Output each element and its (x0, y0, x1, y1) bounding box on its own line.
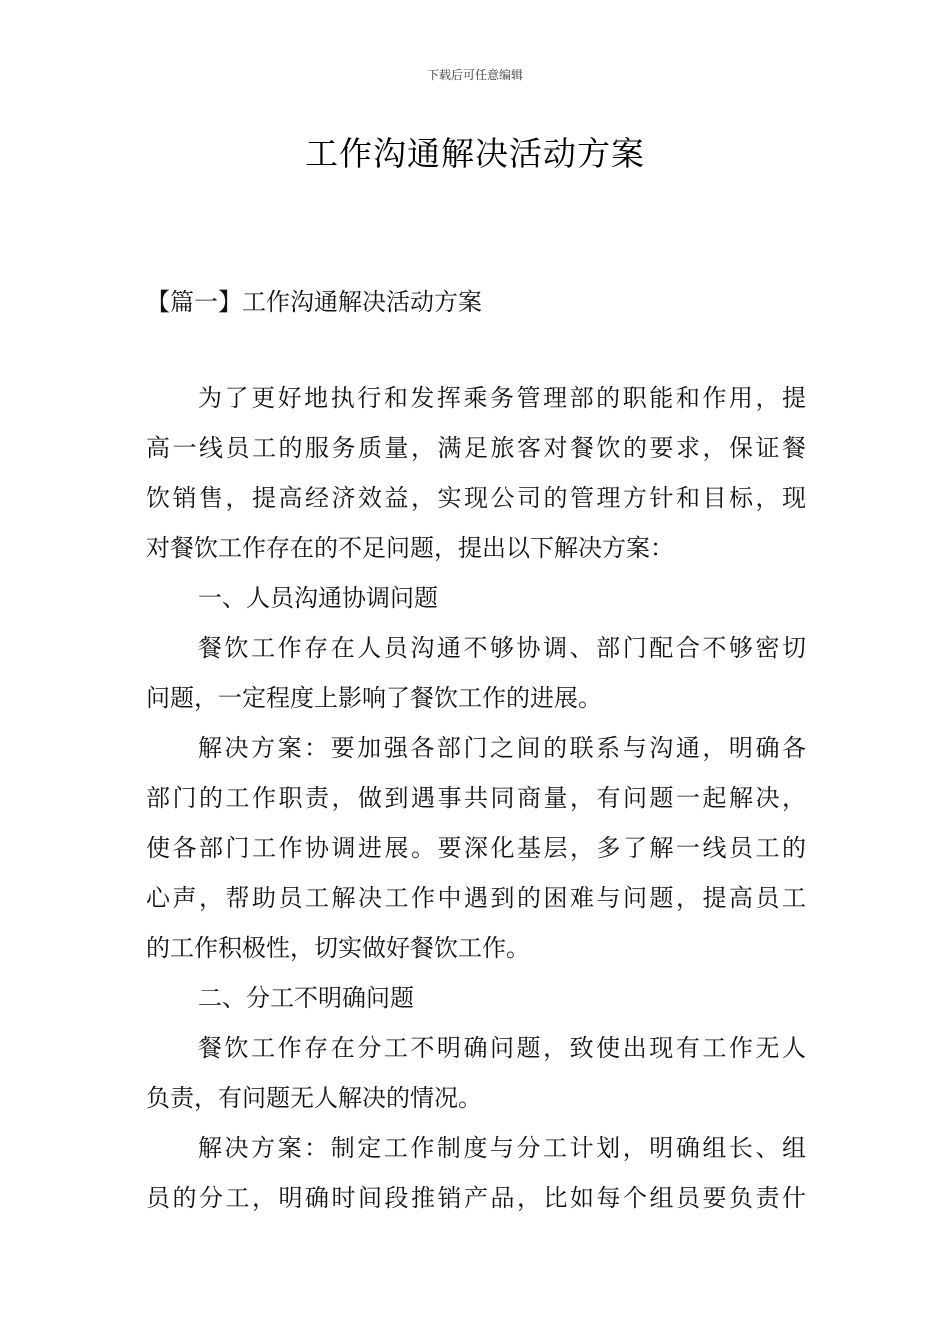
body-line: 员的分工，明确时间段推销产品，比如每个组员要负责什 (146, 1184, 806, 1212)
body-line: 使各部门工作协调进展。要深化基层，多了解一线员工的 (146, 834, 806, 862)
body-line: 餐饮工作存在人员沟通不够协调、部门配合不够密切 (198, 634, 806, 662)
document-title: 工作沟通解决活动方案 (305, 134, 645, 173)
subsection-heading: 一、人员沟通协调问题 (198, 584, 438, 612)
body-line: 心声，帮助员工解决工作中遇到的困难与问题，提高员工 (146, 884, 806, 912)
section-heading: 【篇一】工作沟通解决活动方案 (146, 288, 482, 316)
body-line: 对餐饮工作存在的不足问题，提出以下解决方案： (146, 534, 674, 562)
body-line: 解决方案：制定工作制度与分工计划，明确组长、组 (198, 1134, 806, 1162)
body-line: 解决方案：要加强各部门之间的联系与沟通，明确各 (198, 734, 806, 762)
body-line: 为了更好地执行和发挥乘务管理部的职能和作用，提 (198, 384, 806, 412)
body-line: 的工作积极性，切实做好餐饮工作。 (146, 934, 530, 962)
body-line: 问题，一定程度上影响了餐饮工作的进展。 (146, 684, 602, 712)
body-line: 部门的工作职责，做到遇事共同商量，有问题一起解决， (146, 784, 806, 812)
body-line: 高一线员工的服务质量，满足旅客对餐饮的要求，保证餐 (146, 434, 806, 462)
header-note: 下载后可任意编辑 (426, 68, 523, 82)
body-line: 饮销售，提高经济效益，实现公司的管理方针和目标，现 (146, 484, 806, 512)
subsection-heading: 二、分工不明确问题 (198, 984, 414, 1012)
document-body (146, 373, 806, 1223)
body-line: 负责，有问题无人解决的情况。 (146, 1084, 482, 1112)
body-line: 餐饮工作存在分工不明确问题，致使出现有工作无人 (198, 1034, 806, 1062)
